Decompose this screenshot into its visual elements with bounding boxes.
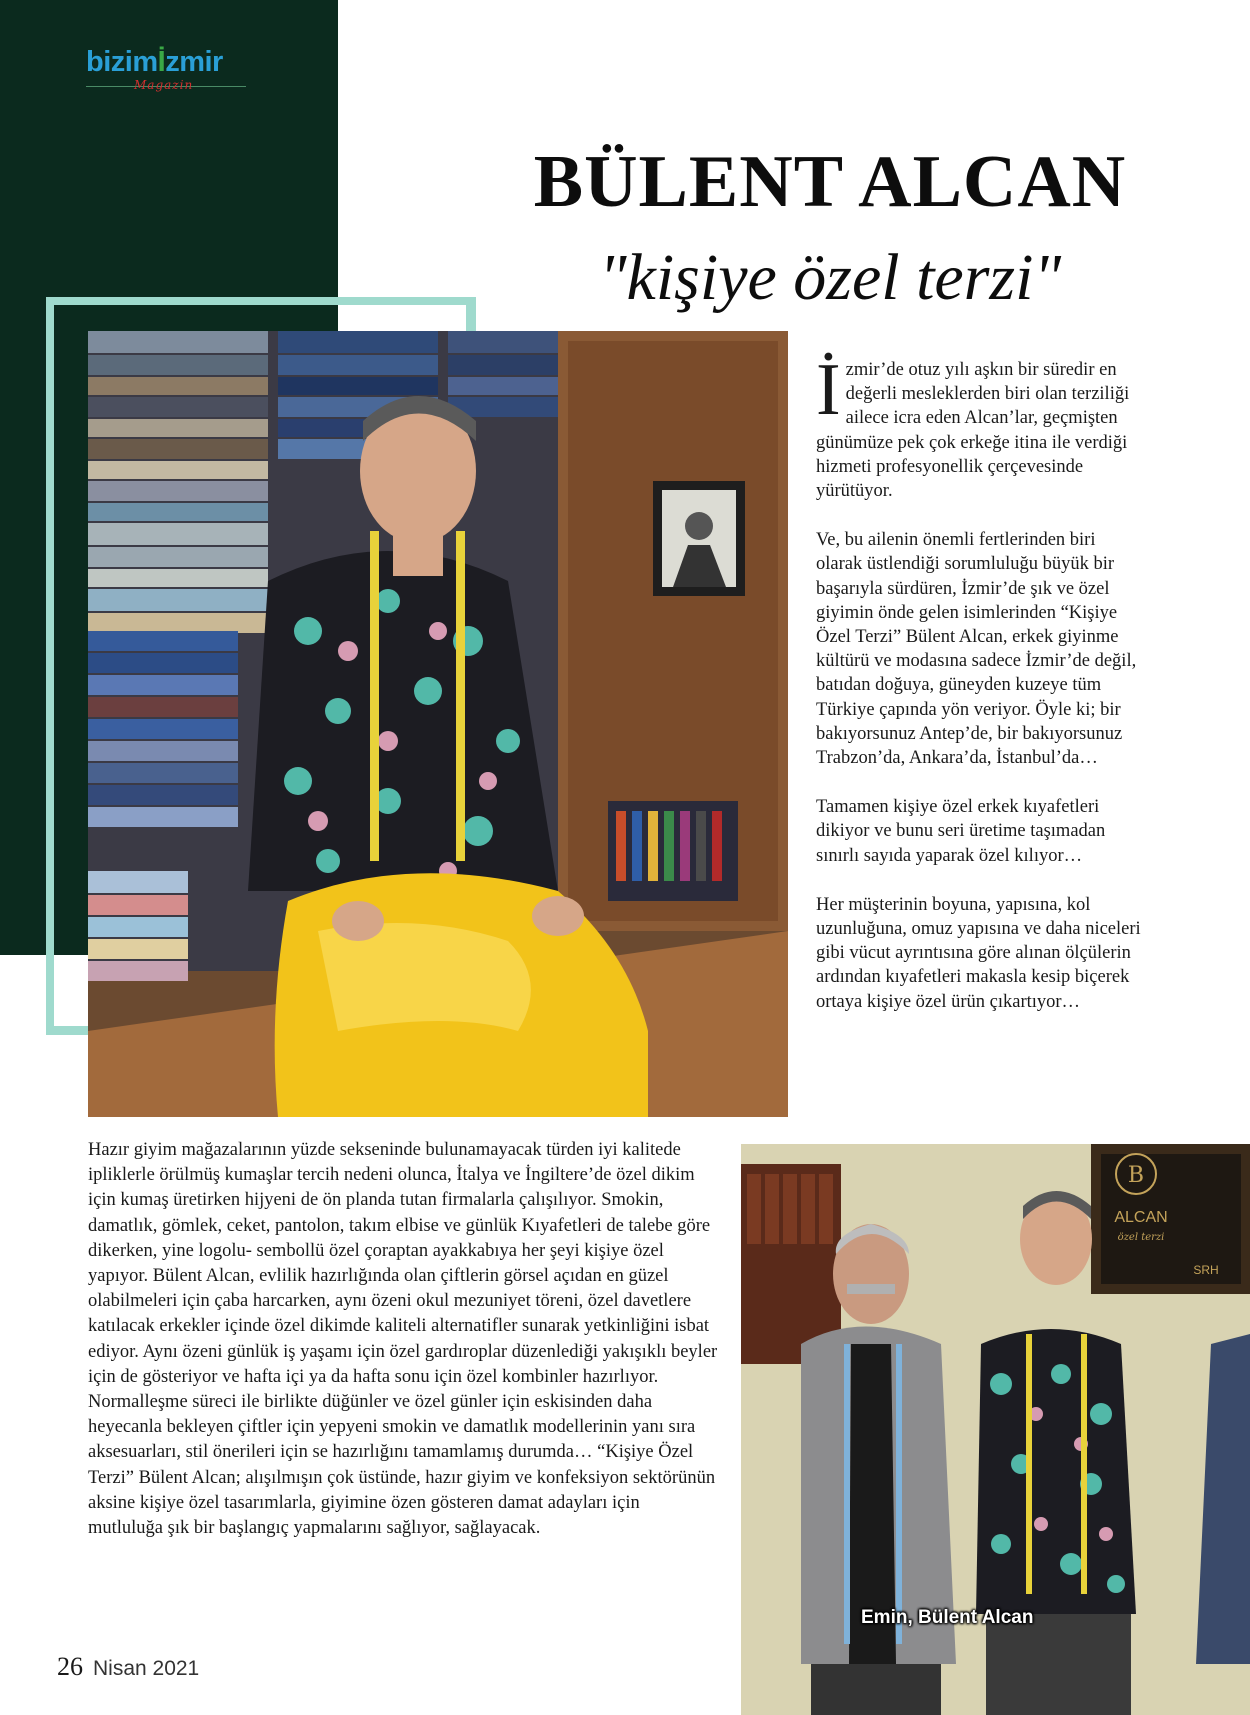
main-photo-illustration: [88, 331, 788, 1117]
article-subtitle: "kişiye özel terzi": [598, 241, 1062, 314]
intro-paragraph: [816, 349, 1146, 503]
logo-subtitle: Magazin: [134, 78, 194, 92]
page-footer: [57, 1652, 199, 1682]
intro-text: zmir’de otuz yılı aşkın bir süredir en değerli mesleklerden biri olan terziliği ailece icra eden Alcan’lar, geçmişten günümüze pek çok erkeğe itina ile verdiği hizmeti profesyonellik çerçevesinde yürütüyor.: [816, 360, 1130, 502]
article-title: BÜLENT ALCAN: [533, 141, 1127, 223]
logo-part-bizim: bizim: [86, 46, 158, 78]
page-number: 26: [57, 1652, 83, 1681]
store-sign-brand: SRH: [1193, 1263, 1219, 1277]
magazine-logo[interactable]: [86, 46, 266, 96]
photo-caption: Emin, Bülent Alcan: [861, 1607, 1034, 1628]
drop-cap: İ: [816, 349, 841, 431]
bottom-paragraph: Hazır giyim mağazalarının yüzde sekseninde bulunamayacak türden iyi kalitede ipliklerle örülmüş kumaşlar tercih nedeni olunca, İtalya ve İngiltere’de özel dikim için kumaş üretirken hijyeni de ön planda tutan firmalarla çalışılıyor. Smokin, damatlık, gömlek, ceket, pantolon, takım elbise ve günlük Kıyafetleri de talebe göre dikerken, yine logolu- sembollü özel çoraptan ayakkabıya her şeyi kişiye özel yapıyor. Bülent Alcan, evlilik hazırlığında olan çiftlerin görsel açıdan en güzel olabilmeleri için çaba harcarken, aynı özeni okul mezuniyet töreni, özel davetlere katılacak erkekler içinde özel dikimde kaliteli alternatifler sunarak yetkinliğini isbat ediyor. Aynı özeni günlük iş yaşamı için özel gardıroplar düzenlediği yakışıklı beyler için de gösteriyor ve hafta içi ya da hafta sonu için özel kombinler hazırlıyor. Normalleşme süreci ile birlikte düğünler ve özel günler için eskisinden daha heyecanla bekleyen çiftler için yepyeni smokin ve damatlık modellerinin yanı sıra aksesuarları, stil önerileri için se hazırlığını tamamlamış durumda… “Kişiye Özel Terzi” Bülent Alcan; alışılmışın çok üstünde, hazır giyim ve konfeksiyon sektörünün aksine kişiye özel tasarımlarla, giyimine özen gösteren damat adayları için mutluluğa şık bir başlangıç yapmalarını sağlıyor, sağlayacak.: [88, 1140, 718, 1539]
issue-date: Nisan 2021: [93, 1657, 200, 1680]
bottom-column-text: [88, 1138, 718, 1541]
right-paragraph: Ve, bu ailenin önemli fertlerinden biri olarak üstlendiği sorumluluğu büyük bir başarıyla sürdüren, İzmir’de şık ve özel giyimin önde gelen isimlerinden “Kişiye Özel Terzi” Bülent Alcan, erkek giyinme kültürü ve modasına sadece İzmir’de değil, batıdan doğuya, güneyden kuzeye tüm Türkiye çapında yön veriyor. Öyle ki; bir bakıyorsunuz Antep’de, bir bakıyorsunuz Trabzon’da, Ankara’da, İstanbul’da…: [816, 530, 1137, 769]
frame-corner: [466, 297, 476, 331]
logo-wordmark: [86, 46, 223, 79]
second-photo-illustration: [741, 1144, 1250, 1715]
right-paragraph: Tamamen kişiye özel erkek kıyafetleri dikiyor ve bunu seri üretime taşımadan sınırlı sayıda yaparak özel kılıyor…: [816, 797, 1106, 866]
store-sign-name: ALCAN: [1114, 1209, 1168, 1226]
right-paragraph: Her müşterinin boyuna, yapısına, kol uzunluğuna, omuz yapısına ve daha niceleri gibi vücut ayrıntısına göre alınan ölçülerin ardından kıyafetleri makasla kesip biçerek ortaya kişiye özel ürün çıkartıyor…: [816, 894, 1141, 1012]
right-column-text: [816, 349, 1146, 1039]
second-photo: [741, 1144, 1250, 1715]
main-photo: [88, 331, 788, 1117]
store-sign-tag: özel terzi: [1117, 1232, 1165, 1243]
logo-part-izmir: zmir: [165, 46, 223, 78]
palm-icon: İ: [157, 46, 166, 78]
store-sign-letter: B: [1127, 1163, 1145, 1188]
